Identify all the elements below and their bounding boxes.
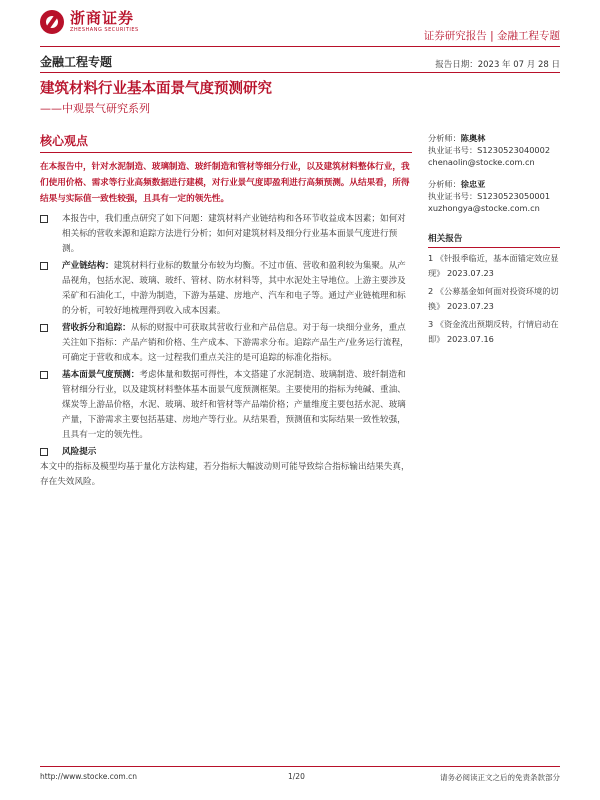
bullet-lead: 产业链结构： (62, 261, 114, 271)
core-views-heading: 核心观点 (40, 134, 89, 148)
bullet-item (40, 212, 412, 257)
logo-icon (40, 10, 64, 34)
square-bullet-icon (40, 262, 48, 270)
brand-name-en: ZHESHANG SECURITIES (70, 27, 139, 33)
square-bullet-icon (40, 371, 48, 379)
footer-disclaimer: 请务必阅读正文之后的免责条款部分 (440, 773, 560, 782)
bullet-lead: 营收拆分和追踪： (62, 323, 131, 333)
analyst-role: 分析师： (428, 133, 461, 143)
footer-website[interactable]: http://www.stocke.com.cn (40, 772, 137, 781)
core-views-section (40, 132, 412, 490)
report-date: 报告日期：2023 年 07 月 28 日 (435, 60, 560, 70)
brand-name-cn: 浙商证券 (70, 9, 135, 27)
bullet-item (40, 368, 412, 443)
footer-divider (40, 766, 560, 767)
page-header (40, 10, 560, 44)
square-bullet-icon (40, 448, 48, 456)
risk-text: 本文中的指标及模型均基于量化方法构建，若分指标大幅波动则可能导致综合指标输出结果失真，存在失效风险。 (40, 462, 410, 487)
analyst-cert: 执业证书号：S1230523040002 (428, 145, 551, 155)
analyst-email[interactable]: xuzhongya@stocke.com.cn (428, 203, 540, 213)
analyst-role: 分析师： (428, 179, 461, 189)
risk-heading (40, 445, 412, 460)
related-report-item[interactable]: 3 《资金流出预期反转，行情启动在即》 2023.07.16 (428, 319, 559, 344)
bullet-text: 建筑材料行业标的数量分布较为均衡。不过市值、营收和盈利较为集聚。从产品视角，包括水泥、玻璃、玻纤、管材、防水材料等，其中水泥处主导地位。上游主要涉及采矿和石油化工，中游为制造，下游为基建、房地产、汽车和电子等。通过产业链梳理和标的分析，可较好地梳理得到收入成本因素。 (62, 261, 406, 316)
square-bullet-icon (40, 324, 48, 332)
bullet-lead: 基本面景气度预测： (62, 370, 140, 380)
analyst-cert: 执业证书号：S1230523050001 (428, 191, 551, 201)
square-bullet-icon (40, 215, 48, 223)
bullet-text: 本报告中，我们重点研究了如下问题：建筑材料产业链结构和各环节收益成本因素；如何对相关标的营收来源和追踪方法进行分析；如何对建筑材料及细分行业基本面景气度进行预测。 (62, 214, 406, 254)
analyst-name: 陈奥林 (460, 133, 486, 143)
analyst-card (428, 178, 560, 214)
page-title: 建筑材料行业基本面景气度预测研究 (40, 81, 272, 97)
core-summary: 在本报告中，针对水泥制造、玻璃制造、玻纤制造和管材等细分行业，以及建筑材料整体行业，我们使用价格、需求等行业高频数据进行建模，对行业景气度即盈利进行高频预测。从结果看，所得结果与实际值一致性较强，且具有一定的领先性。 (40, 162, 410, 204)
related-report-item[interactable]: 2 《公募基金如何面对投资环境的切换》 2023.07.23 (428, 286, 559, 311)
category-divider (40, 72, 560, 73)
related-report-item[interactable]: 1 《针报季临近，基本面锚定效应显现》 2023.07.23 (428, 253, 559, 278)
bullet-item (40, 259, 412, 319)
header-divider (40, 46, 560, 47)
analyst-card (428, 132, 560, 168)
bullet-item (40, 321, 412, 366)
page-subtitle: ——中观景气研究系列 (40, 102, 150, 115)
bullet-text: 考虑体量和数据可得性，本文搭建了水泥制造、玻璃制造、玻纤制造和管材细分行业，以及建筑材料整体基本面景气度预测框架。主要使用的指标为纯碱、重油、煤炭等上游品价格，水泥、玻璃、玻纤和管材等产品端价格；产量维度主要包括水泥、玻璃产量，下游需求主要包括基建、房地产等行业。从结果看，预测值和实际结果一致性较强，且具有一定的领先性。 (62, 370, 406, 440)
report-category: 金融工程专题 (40, 55, 113, 69)
sidebar (428, 132, 560, 347)
report-type: 证券研究报告 | 金融工程专题 (423, 30, 560, 42)
risk-heading-label: 风险提示 (62, 447, 97, 457)
analyst-email[interactable]: chenaolin@stocke.com.cn (428, 157, 535, 167)
brand-logo (40, 10, 139, 34)
related-reports-heading: 相关报告 (428, 232, 560, 248)
bullet-text: 从标的财报中可获取其营收行业和产品信息。对于每一块细分业务，重点关注如下指标：产品产销和价格、生产成本、下游需求分布。追踪产品生产/业务运行流程，可确定于营收和成本。这一过程我们重点关注的是可追踪的标准化指标。 (62, 323, 409, 363)
analyst-name: 徐忠亚 (460, 179, 486, 189)
page-number: 1/20 (288, 772, 305, 781)
